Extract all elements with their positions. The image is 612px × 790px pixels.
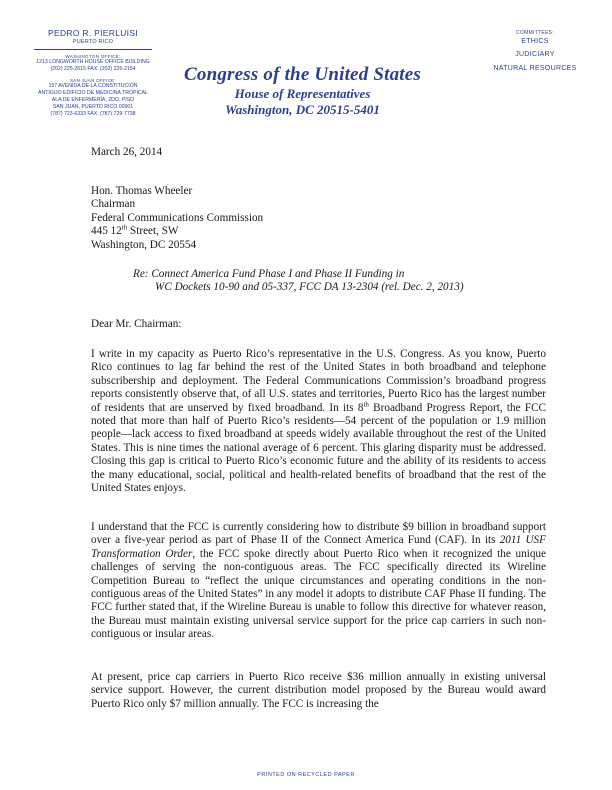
committee-item: JUDICIARY [515, 51, 555, 58]
committee-item: NATURAL RESOURCES [493, 65, 577, 72]
body-paragraph-1 [91, 348, 546, 495]
subject-line-1: Re: Connect America Fund Phase I and Phase II Funding in [133, 268, 405, 280]
order-title: 2011 USF Transformation Order [91, 534, 546, 560]
paragraph-text: I write in my capacity as Puerto Rico’s representative in the U.S. Congress. As you know, Puerto Rico continues to lag far behind the rest of the United States in both broadband and telephone subscribership and deployment. The Federal Communications Commission’s broadband progress reports consistently observe that, of all U.S. states and territories, Puerto Rico has the largest number of residents that are unserved by fixed broadband. In its 8 [91, 348, 546, 414]
body-paragraph-3: At present, price cap carriers in Puerto Rico receive $36 million annually in existing universal service support. However, the current distribution model proposed by the Bureau would award Puerto Rico only $7 million annually. The FCC is increasing the [91, 671, 546, 710]
letterhead [180, 64, 425, 118]
recipient-title: Chairman [91, 198, 136, 211]
committee-item: ETHICS [521, 38, 549, 45]
committees-header: COMMITTEES: [515, 30, 555, 36]
salutation: Dear Mr. Chairman: [91, 318, 182, 330]
sanjuan-office-line: ALA DE ENFERMERÍA, 2DO. PISO [51, 97, 135, 103]
ordinal-suffix: th [363, 399, 369, 408]
sanjuan-office-line: (787) 723-6333 FAX: (787) 729-7738 [50, 111, 136, 117]
letter-date: March 26, 2014 [91, 146, 163, 158]
recipient-name: Hon. Thomas Wheeler [91, 185, 193, 197]
street-suffix: th [121, 223, 128, 232]
city-line: Washington, DC 20515-5401 [225, 102, 380, 117]
sanjuan-office-line: SAN JUAN, PUERTO RICO 00901 [52, 104, 134, 110]
body-paragraph-2 [91, 521, 546, 642]
sanjuan-office-header: SAN JUAN OFFICE: [69, 78, 117, 83]
house-title: House of Representatives [234, 86, 371, 101]
subject-line-2: WC Dockets 10-90 and 05-337, FCC DA 13-2304 (rel. Dec. 2, 2013) [155, 281, 464, 294]
recipient-address [91, 185, 263, 252]
street-name: Street, SW [127, 225, 179, 238]
committees-block [470, 30, 600, 75]
sanjuan-office-line: ANTIGUO EDIFICIO DE MEDICINA TROPICAL [37, 90, 148, 96]
member-name: PEDRO R. PIERLUISI [48, 28, 138, 38]
paragraph-text: , the FCC spoke directly about Puerto Rico when it recognized the unique challenges of serving the non-contiguous areas. The FCC specifically directed its Wireline Competition Bureau to “reflect the unique circumstances and operating conditions in the non-contiguous areas of the United States” in any model it adopts to distribute CAF Phase II funding. The FCC further stated that, if the Wireline Bureau is unable to follow this directive for whatever reason, the Bureau must maintain existing universal service support for the price cap carriers in such non-contiguous or insular areas. [91, 547, 546, 641]
office-info-block [28, 28, 158, 118]
washington-office-line: (202) 225-2615 FAX: (202) 225-2154 [50, 66, 136, 72]
washington-office-line: 1213 LONGWORTH HOUSE OFFICE BUILDING [36, 59, 150, 65]
recipient-org: Federal Communications Commission [91, 211, 264, 224]
member-district: PUERTO RICO [72, 39, 114, 45]
divider [34, 49, 152, 50]
footer-recycled-note: PRINTED ON RECYCLED PAPER [257, 772, 355, 778]
paragraph-text: I understand that the FCC is currently considering how to distribute $9 billion in broadband support over a five-year period as part of Phase II of the Connect America Fund (CAF). In its [91, 521, 546, 547]
street-number: 445 12 [91, 225, 122, 238]
congress-title: Congress of the United States [184, 64, 421, 85]
sanjuan-office-line: 157 AVENIDA DE LA CONSTITUCIÓN [48, 83, 138, 89]
recipient-city: Washington, DC 20554 [91, 238, 197, 251]
washington-office-header: WASHINGTON OFFICE: [65, 54, 121, 59]
recipient-street [91, 225, 263, 238]
subject-line [133, 268, 464, 295]
paragraph-text: Broadband Progress Report, the FCC noted that more than half of Puerto Rico’s residents—54 percent of the population or 1.9 million people—lack access to fixed broadband at speeds widely available throughout the rest of the United States. This is nine times the national average of 6 percent. This glaring disparity must be addressed. Closing this gap is critical to Puerto Rico’s economic future and the ability of its residents to access the many educational, social, political and health-related benefits of broadband that the rest of the United States enjoys. [91, 401, 546, 495]
